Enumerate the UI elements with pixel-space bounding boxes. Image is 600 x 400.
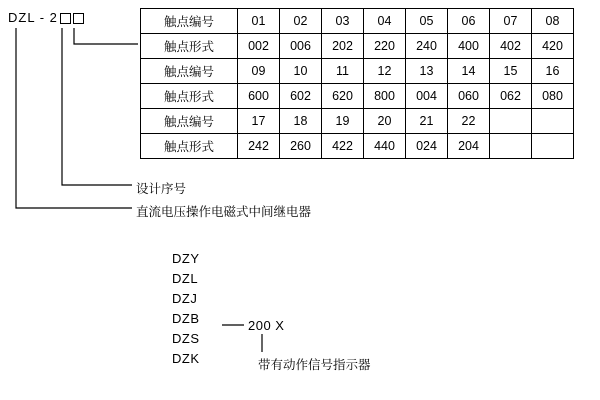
row-header: 触点编号 <box>141 9 238 34</box>
model-code-label <box>8 10 84 25</box>
table-cell: 024 <box>406 134 448 159</box>
table-cell: 002 <box>238 34 280 59</box>
table-cell: 16 <box>532 59 574 84</box>
table-cell: 10 <box>280 59 322 84</box>
table-cell: 242 <box>238 134 280 159</box>
table-cell: 04 <box>364 9 406 34</box>
table-cell: 02 <box>280 9 322 34</box>
table-cell: 800 <box>364 84 406 109</box>
table-cell: 22 <box>448 109 490 134</box>
table-cell: 600 <box>238 84 280 109</box>
row-header: 触点形式 <box>141 134 238 159</box>
table-row <box>141 134 574 159</box>
table-cell: 080 <box>532 84 574 109</box>
table-cell: 220 <box>364 34 406 59</box>
list-item: DZY <box>172 251 200 266</box>
table-cell: 004 <box>406 84 448 109</box>
table-row <box>141 84 574 109</box>
list-item: DZL <box>172 271 199 286</box>
list-item: DZK <box>172 351 200 366</box>
table-row <box>141 34 574 59</box>
table-cell: 440 <box>364 134 406 159</box>
table-cell: 12 <box>364 59 406 84</box>
row-header: 触点编号 <box>141 59 238 84</box>
list-item: DZB <box>172 311 200 326</box>
table-cell: 422 <box>322 134 364 159</box>
list-item: DZS <box>172 331 200 346</box>
table-cell: 03 <box>322 9 364 34</box>
table-cell: 18 <box>280 109 322 134</box>
table-cell <box>532 134 574 159</box>
table-cell: 420 <box>532 34 574 59</box>
table-row <box>141 59 574 84</box>
table-row <box>141 109 574 134</box>
table-cell: 17 <box>238 109 280 134</box>
table-cell <box>490 134 532 159</box>
table-cell: 602 <box>280 84 322 109</box>
table-cell: 14 <box>448 59 490 84</box>
table-cell: 260 <box>280 134 322 159</box>
model-code-box-1 <box>60 13 71 24</box>
annotation-indicator-note: 带有动作信号指示器 <box>258 358 371 372</box>
annotation-description: 直流电压操作电磁式中间继电器 <box>136 205 312 219</box>
table-cell: 01 <box>238 9 280 34</box>
table-cell: 07 <box>490 9 532 34</box>
table-cell: 620 <box>322 84 364 109</box>
model-code-box-2 <box>73 13 84 24</box>
table-cell: 13 <box>406 59 448 84</box>
table-cell: 20 <box>364 109 406 134</box>
table-cell: 402 <box>490 34 532 59</box>
annotation-suffix-code: 200 X <box>248 318 285 333</box>
table-cell: 09 <box>238 59 280 84</box>
table-cell: 05 <box>406 9 448 34</box>
row-header: 触点形式 <box>141 34 238 59</box>
table-cell: 060 <box>448 84 490 109</box>
annotation-design-serial: 设计序号 <box>136 182 187 196</box>
table-cell: 11 <box>322 59 364 84</box>
table-cell: 204 <box>448 134 490 159</box>
table-cell: 062 <box>490 84 532 109</box>
table-cell <box>490 109 532 134</box>
table-cell <box>532 109 574 134</box>
row-header: 触点编号 <box>141 109 238 134</box>
table-cell: 400 <box>448 34 490 59</box>
contact-table <box>140 8 574 159</box>
table-cell: 240 <box>406 34 448 59</box>
table-cell: 202 <box>322 34 364 59</box>
list-item: DZJ <box>172 291 198 306</box>
table-cell: 19 <box>322 109 364 134</box>
contact-table-body <box>141 9 574 159</box>
table-cell: 06 <box>448 9 490 34</box>
row-header: 触点形式 <box>141 84 238 109</box>
model-code-prefix: DZL - 2 <box>8 10 58 25</box>
table-cell: 21 <box>406 109 448 134</box>
table-cell: 15 <box>490 59 532 84</box>
series-list <box>172 249 200 369</box>
table-row <box>141 9 574 34</box>
table-cell: 006 <box>280 34 322 59</box>
table-cell: 08 <box>532 9 574 34</box>
